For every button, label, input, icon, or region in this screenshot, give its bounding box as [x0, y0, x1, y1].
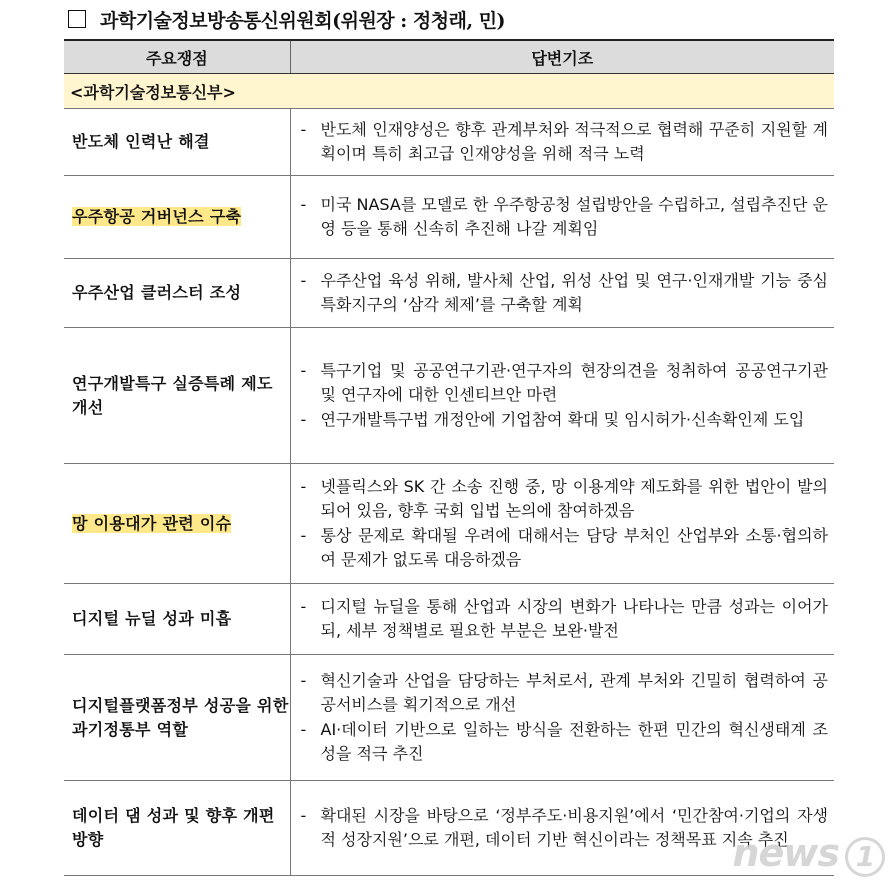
issue-topic: 우주항공 거버넌스 구축 [72, 207, 242, 226]
bullet-dash: - [300, 806, 307, 825]
issue-topic: 망 이용대가 관련 이슈 [72, 513, 232, 533]
bullet-dash: - [300, 477, 307, 496]
answer-cell [290, 176, 834, 259]
table-row [64, 464, 834, 584]
header-answer: 답변기조 [290, 40, 834, 74]
answer-bullet [301, 118, 829, 166]
answer-text: 혁신기술과 산업을 담당하는 부처로서, 관계 부처와 긴밀히 협력하여 공공서비스를 획기적으로 개선 [320, 671, 828, 714]
answer-cell [290, 464, 834, 584]
bullet-dash: - [300, 597, 307, 616]
bullet-dash: - [300, 195, 307, 214]
answer-bullet [301, 359, 829, 407]
issues-table [64, 39, 834, 876]
watermark-mark: 1 [845, 837, 885, 877]
answer-text: 미국 NASA를 모델로 한 우주항공청 설립방안을 수립하고, 설립추진단 운영 등을 통해 신속히 추진해 나갈 계획임 [320, 195, 828, 238]
issue-topic: 반도체 인력난 해결 [72, 132, 210, 151]
table-row [64, 176, 834, 259]
table-row [64, 328, 834, 464]
answer-text: 연구개발특구법 개정안에 기업참여 확대 및 임시허가·신속확인제 도입 [320, 410, 805, 429]
issue-topic-cell [64, 176, 290, 259]
issue-topic-cell [64, 259, 290, 328]
answer-cell [290, 109, 834, 176]
table-row [64, 655, 834, 781]
issue-topic: 디지털플랫폼정부 성공을 위한 과기정통부 역할 [72, 695, 289, 739]
issue-topic-cell [64, 109, 290, 176]
answer-text: AI·데이터 기반으로 일하는 방식을 전환하는 한편 민간의 혁신생태계 조성을 적극 추진 [320, 720, 828, 763]
answer-cell [290, 655, 834, 781]
news1-watermark-logo [732, 831, 885, 877]
header-topic: 주요쟁점 [64, 40, 290, 74]
answer-text: 통상 문제로 확대될 우려에 대해서는 담당 부처인 산업부와 소통·협의하여 문제가 없도록 대응하겠음 [320, 526, 828, 569]
answer-text: 특구기업 및 공공연구기관·연구자의 현장의견을 청취하여 공공연구기관 및 연구자에 대한 인센티브안 마련 [320, 361, 828, 404]
answer-bullet [301, 475, 829, 523]
answer-text: 확대된 시장을 바탕으로 ‘정부주도·비용지원’에서 ‘민간참여·기업의 자생적 성장지원’으로 개편, 데이터 기반 혁신이라는 정책목표 지속 추진 [320, 806, 828, 849]
answer-text: 디지털 뉴딜을 통해 산업과 시장의 변화가 나타나는 만큼 성과는 이어가되, 세부 정책별로 필요한 부분은 보완·발전 [320, 597, 828, 640]
answer-cell [290, 328, 834, 464]
answer-bullet [301, 408, 829, 432]
bullet-dash: - [300, 671, 307, 690]
issue-topic: 디지털 뉴딜 성과 미흡 [72, 609, 232, 628]
bullet-dash: - [300, 526, 307, 545]
answer-text: 우주산업 육성 위해, 발사체 산업, 위성 산업 및 연구·인재개발 기능 중심 특화지구의 ‘삼각 체제’를 구축할 계획 [320, 271, 828, 314]
answer-text: 넷플릭스와 SK 간 소송 진행 중, 망 이용계약 제도화를 위한 법안이 발의되어 있음, 향후 국회 입법 논의에 참여하겠음 [320, 477, 828, 520]
answer-text: 반도체 인재양성은 향후 관계부처와 적극적으로 협력해 꾸준히 지원할 계획이며 특히 최고급 인재양성을 위해 적극 노력 [320, 120, 828, 163]
answer-cell [290, 584, 834, 655]
issue-topic: 데이터 댐 성과 및 향후 개편방향 [72, 806, 275, 849]
answer-bullet [301, 193, 829, 241]
answer-bullet [301, 595, 829, 643]
issue-topic: 연구개발특구 실증특례 제도 개선 [72, 373, 273, 417]
bullet-dash: - [300, 720, 307, 739]
section-row [64, 74, 834, 109]
section-label: <과학기술정보통신부> [64, 74, 834, 109]
watermark-text: news [732, 831, 839, 875]
bullet-dash: - [300, 361, 307, 380]
bullet-dash: - [300, 410, 307, 429]
table-row [64, 781, 834, 876]
document-title [68, 4, 505, 34]
issue-topic-cell [64, 655, 290, 781]
table-header-row [64, 40, 834, 74]
issue-topic-cell [64, 464, 290, 584]
title-text: 과학기술정보방송통신위원회(위원장 : 정청래, 민) [100, 9, 506, 32]
answer-bullet [301, 269, 829, 317]
table-row [64, 109, 834, 176]
table-row [64, 259, 834, 328]
answer-bullet [301, 669, 829, 717]
issue-topic-cell [64, 584, 290, 655]
answer-bullet [301, 524, 829, 572]
bullet-dash: - [300, 120, 307, 139]
answer-bullet [301, 718, 829, 766]
answer-cell [290, 259, 834, 328]
bullet-dash: - [300, 271, 307, 290]
checkbox-square-icon [68, 10, 86, 28]
issue-topic-cell [64, 328, 290, 464]
issue-topic: 우주산업 클러스터 조성 [72, 283, 242, 302]
issue-topic-cell [64, 781, 290, 876]
table-row [64, 584, 834, 655]
